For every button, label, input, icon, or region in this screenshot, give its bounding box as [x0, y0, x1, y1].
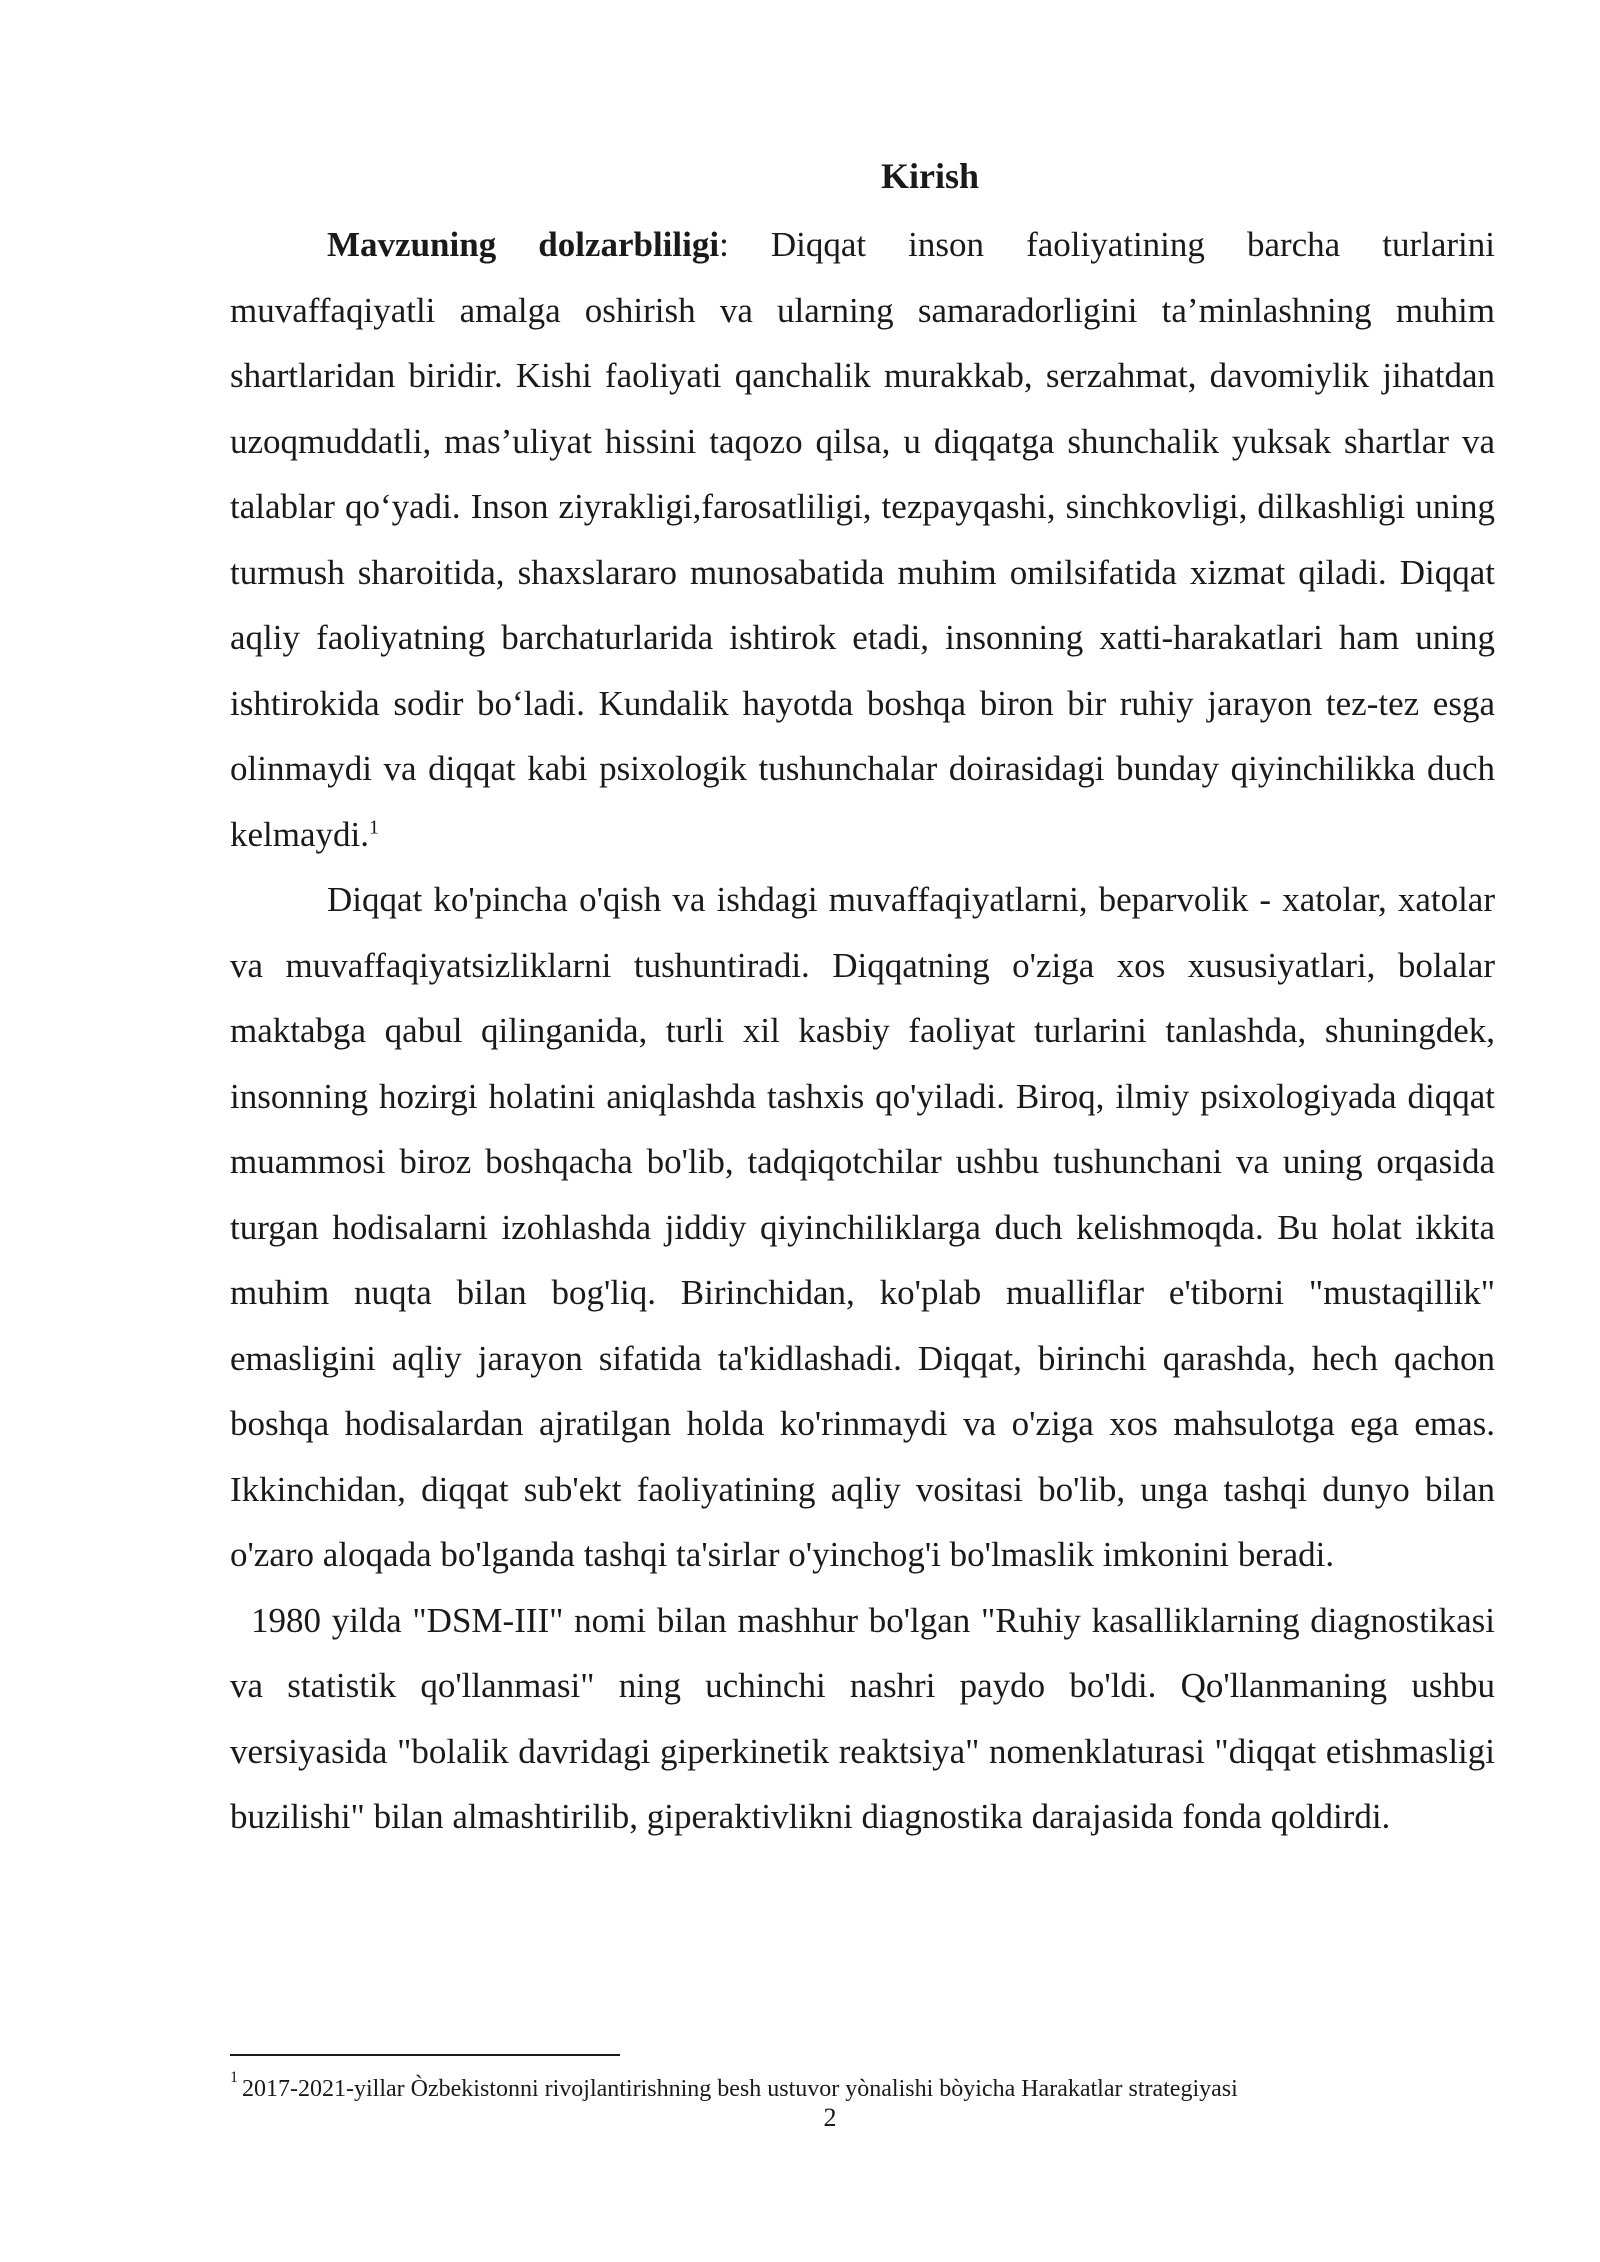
paragraph-attention: Diqqat ko'pincha o'qish va ishdagi muvaffaqiyatlarni, beparvolik - xatolar, xatolar va muvaffaqiyatsizliklarni tushuntiradi. Diqqatning o'ziga xos xususiyatlari, bolalar maktabga qabul qilinganida, turli xil kasbiy faoliyat turlarini tanlashda, shuningdek, insonning hozirgi holatini aniqlashda tashxis qo'yiladi. Biroq, ilmiy psixologiyada diqqat muammosi biroz boshqacha bo'lib, tadqiqotchilar ushbu tushunchani va uning orqasida turgan hodisalarni izohlashda jiddiy qiyinchiliklarga duch kelishmoqda. Bu holat ikkita muhim nuqta bilan bog'liq. Birinchidan, ko'plab mualliflar e'tiborni "mustaqillik" emasligini aqliy jarayon sifatida ta'kidlashadi. Diqqat, birinchi qarashda, hech qachon boshqa hodisalardan ajratilgan holda ko'rinmaydi va o'ziga xos mahsulotga ega emas. Ikkinchidan, diqqat sub'ekt faoliyatining aqliy vositasi bo'lib, unga tashqi dunyo bilan o'zaro aloqada bo'lganda tashqi ta'sirlar o'yinchog'i bo'lmaslik imkonini beradi.	[230, 880, 1495, 1574]
document-body	[230, 150, 1495, 1850]
relevance-body: Diqqat inson faoliyatining barcha turlarini muvaffaqiyatli amalga oshirish va ularning samaradorligini ta’minlashning muhim shartlaridan biridir. Kishi faoliyati qanchalik murakkab, serzahmat, davomiylik jihatdan uzoqmuddatli, mas’uliyat hissini taqozo qilsa, u diqqatga shunchalik yuksak shartlar va talablar qo‘yadi. Inson ziyrakligi,farosatliligi, tezpayqashi, sinchkovligi, dilkashligi uning turmush sharoitida, shaxslararo munosabatida muhim omilsifatida xizmat qiladi. Diqqat aqliy faoliyatning barchaturlarida ishtirok etadi, insonning xatti-harakatlari ham uning ishtirokida sodir bo‘ladi. Kundalik hayotda boshqa biron bir ruhiy jarayon tez-tez esga olinmaydi va diqqat kabi psixologik tushunchalar doirasidagi bunday qiyinchilikka duch kelmaydi.	[230, 225, 1495, 854]
footnote-separator	[230, 2054, 620, 2056]
page-number: 2	[823, 2103, 837, 2132]
paragraph-dsm: 1980 yilda "DSM-III" nomi bilan mashhur bo'lgan "Ruhiy kasalliklarning diagnostikasi va statistik qo'llanmasi" ning uchinchi nashri paydo bo'ldi. Qo'llanmaning ushbu versiyasida "bolalik davridagi giperkinetik reaktsiya" nomenklaturasi "diqqat etishmasligi buzilishi" bilan almashtirilib, giperaktivlikni diagnostika darajasida fonda qoldirdi.	[230, 1600, 1495, 1836]
relevance-heading: Mavzuning dolzarbliligi	[327, 225, 720, 264]
footnote-marker: 1	[230, 2069, 238, 2086]
footnote	[230, 2062, 1495, 2105]
relevance-colon: :	[719, 225, 729, 264]
paragraph-relevance	[230, 212, 1495, 867]
page-title: Kirish	[880, 156, 979, 196]
footnote-reference[interactable]: 1	[369, 815, 379, 838]
footnote-text: 2017-2021-yillar Òzbekistonni rivojlantirishning besh ustuvor yònalishi bòyicha Harakatlar strategiyasi	[242, 2076, 1238, 2102]
